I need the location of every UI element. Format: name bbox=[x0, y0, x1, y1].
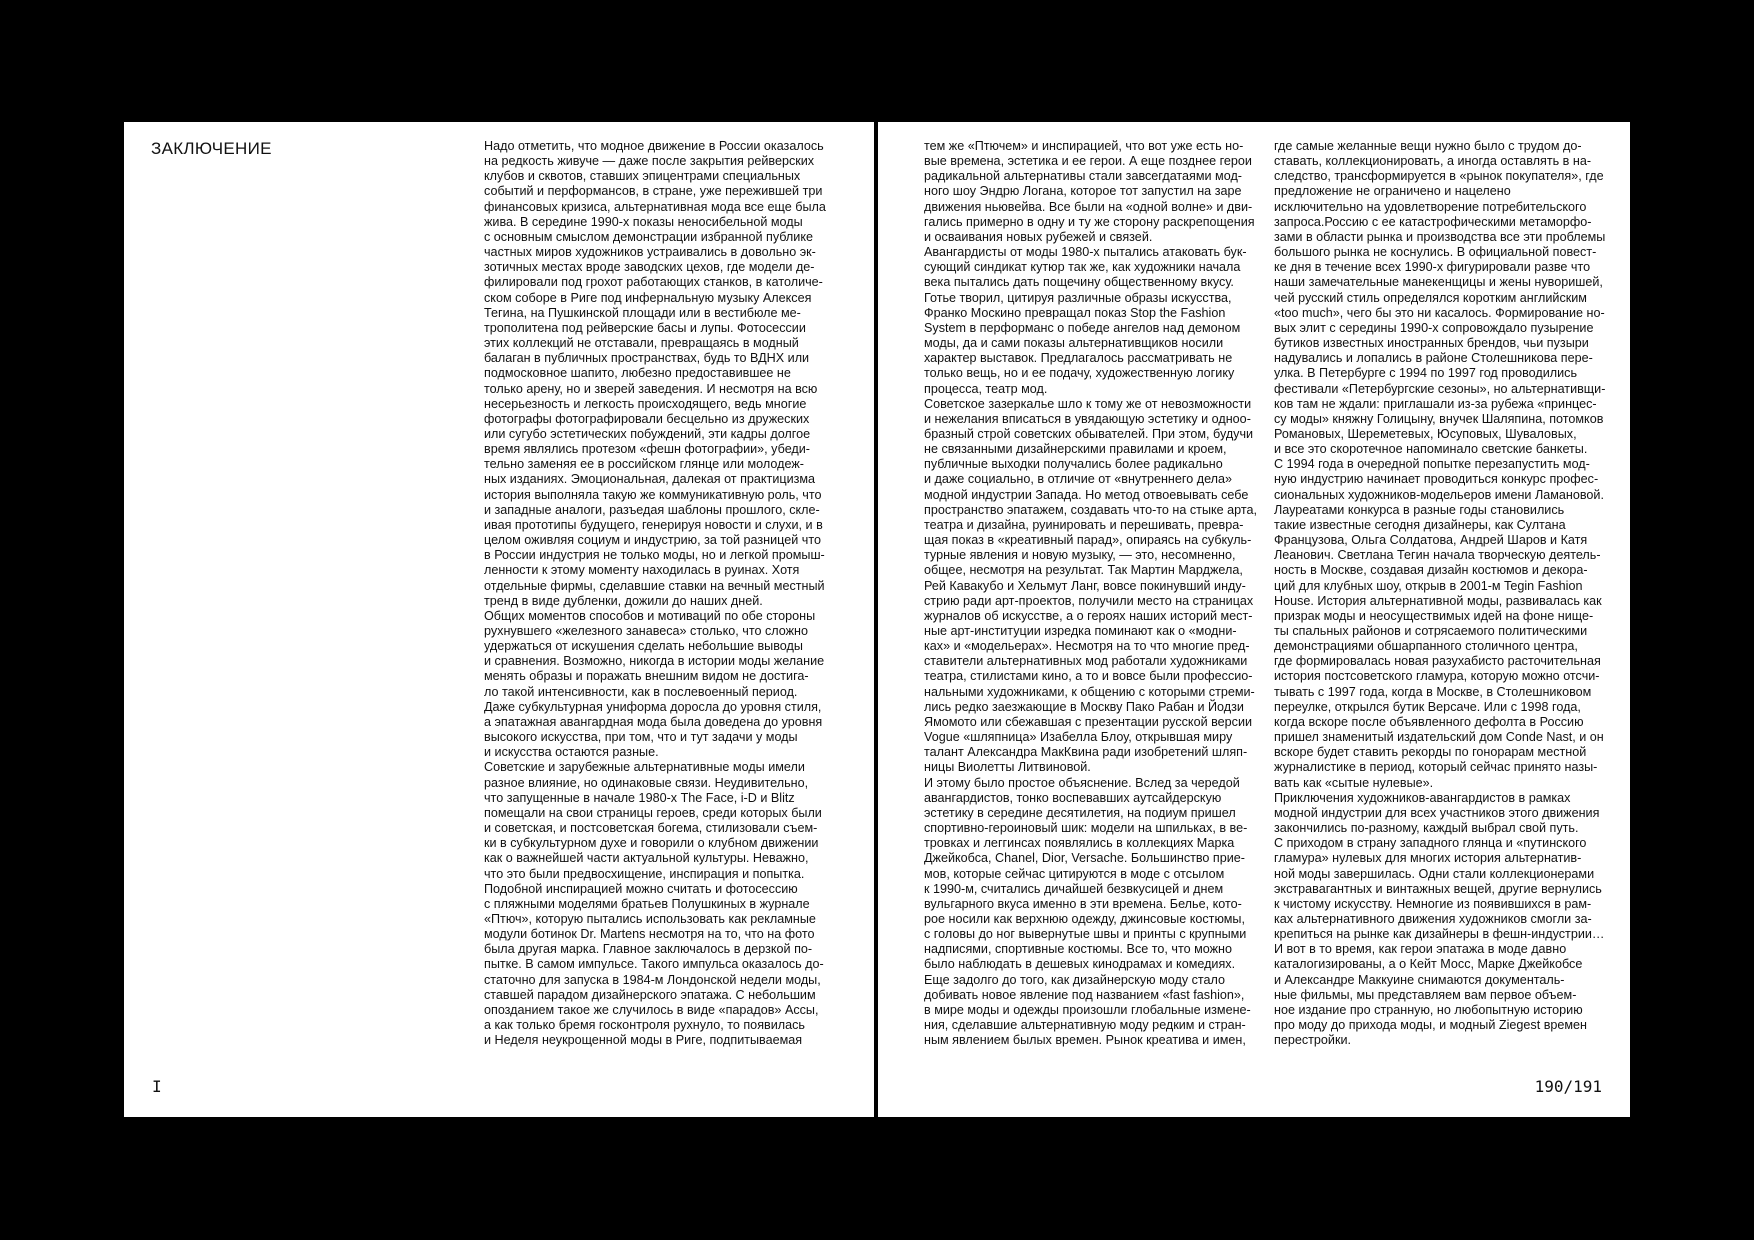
left-page-folio: I bbox=[152, 1077, 162, 1096]
left-page-text-column: Надо отметить, что модное движение в России оказалось на редкость живуче — даже после закрытия рейверских клубов и сквотов, ставших эпицентрами специальных событий и перформансов, в стране, уже пережившей три финансовых кризиса, альтернативная мода все еще была жива. В середине 1990-х показы неносибельной моды с основным смыслом демонстрации избранной публике частных миров художников устраивались в довольно эк- зотичных местах вроде заводских цехов, где модели де- филировали под грохот работающих станков, в католиче- ском соборе в Риге под инфернальную музыку Алексея Тегина, на Пушкинской площади или в вестибюле ме- трополитена под рейверские басы и лупы. Фотосессии этих коллекций не отставали, превращаясь в модный балаган в публичных пространствах, будь то ВДНХ или подмосковное шапито, любезно предоставившее не только арену, но и зверей заведения. И несмотря на всю несерьезность и легкость происходящего, ведь многие фотографы фотографировали бесцельно из дружеских или сугубо эстетических побуждений, эти кадры долгое время являлись протезом «фешн фотографии», убеди- тельно заменяя ее в российском глянце или молодеж- ных изданиях. Эмоциональная, далекая от практицизма история выполняла такую же коммуникативную роль, что и западные аналоги, разъедая шаблоны прошлого, скле- ивая прототипы будущего, генерируя новости и слухи, и в целом оживляя социум и индустрию, за той разницей что в России индустрия не только моды, но и легкой промыш- ленности к этому моменту находилась в руинах. Хотя отдельные фирмы, сделавшие ставки на вечный местный тренд в виде дубленки, дожили до наших дней. Общих моментов способов и мотиваций по обе стороны рухнувшего «железного занавеса» столько, что сложно удержаться от искушения сделать небольшие выводы и сравнения. Возможно, никогда в истории моды желание менять образы и поражать внешним видом не достига- ло такой интенсивности, как в послевоенный период. Даже субкультурная униформа доросла до уровня стиля, а эпатажная авангардная мода была доведена до уровня высокого искусства, при том, что и тут задачи у моды и искусства остаются разные. Советские и зарубежные альтернативные моды имели разное влияние, но одинаковые связи. Неудивительно, что запущенные в начале 1980-х The Face, i-D и Blitz помещали на свои страницы героев, среди которых были и советская, и постсоветская богема, стилизовали съем- ки в субкультурном духе и говорили о клубном движении как о важнейшей части актуальной культуры. Неважно, что это были предвосхищение, инспирация и попытка. Подобной инспирацией можно считать и фотосессию с пляжными моделями братьев Полушкиных в журнале «Птюч», которую пытались использовать как рекламные модули ботинок Dr. Martens несмотря на то, что на фото была другая марка. Главное заключалось в дерзкой по- пытке. В самом импульсе. Такого импульса оказалось до- статочно для запуска в 1984-м Лондонской недели моды, ставшей парадом дизайнерского эпатажа. С небольшим опозданием такое же случилось в виде «парадов» Ассы, а как только бремя госконтроля рухнуло, то появилась и Неделя неукрощенной моды в Риге, подпитываемая bbox=[484, 139, 826, 1048]
section-title: ЗАКЛЮЧЕНИЕ bbox=[151, 139, 272, 158]
right-page bbox=[878, 122, 1630, 1117]
right-page-text-column-1: тем же «Птючем» и инспирацией, что вот уже есть но- вые времена, эстетика и ее герои. А еще позднее герои радикальной альтернативы стали завсегдатаями мод- ного шоу Эндрю Логана, которое тот запустил на заре движения ньювейва. Все были на «одной волне» и дви- гались примерно в одну и ту же сторону раскрепощения и осваивания новых рубежей и связей. Авангардисты от моды 1980-х пытались атаковать бук- сующий синдикат кутюр так же, как художники начала века пытались дать пощечину общественному вкусу. Готье творил, цитируя различные образы искусства, Франко Москино превращал показ Stop the Fashion System в перформанс о победе ангелов над демоном моды, да и сами показы альтернативщиков носили характер выставок. Предлагалось рассматривать не только вещь, но и ее подачу, художественную логику процесса, театр мод. Советское зазеркалье шло к тому же от невозможности и нежелания вписаться в увядающую эстетику и одноо- бразный строй советских обывателей. При этом, будучи не связанными дизайнерскими правилами и кроем, публичные выходки получались более радикально и даже социально, в отличие от «внутреннего дела» модной индустрии Запада. Но метод отвоевывать себе пространство эпатажем, создавать что-то на стыке арта, театра и дизайна, руинировать и перешивать, превра- щая показ в «креативный парад», опираясь на субкуль- турные явления и новую музыку, — это, несомненно, общее, несмотря на результат. Так Мартин Марджела, Рей Кавакубо и Хельмут Ланг, вовсе покинувший инду- стрию ради арт-проектов, получили место на страницах журналов об искусстве, а о героях наших историй мест- ные арт-институции изредка поминают как о «модни- ках» и «модельерах». Несмотря на то что многие пред- ставители альтернативных мод работали художниками театра, стилистами кино, а то и вовсе были профессио- нальными художниками, к общению с которыми стреми- лись редко заезжающие в Москву Пако Рабан и Йодзи Ямомото или сбежавшая с презентации русской версии Vogue «шляпница» Изабелла Блоу, открывшая миру талант Александра МакКвина ради изобретений шляп- ницы Виолетты Литвиновой. И этому было простое объяснение. Вслед за чередой авангардистов, тонко воспевавших аутсайдерскую эстетику в середине десятилетия, на подиум пришел спортивно-героиновый шик: модели на шпильках, в ве- тровках и леггинсах появлялись в коллекциях Марка Джейкобса, Chanel, Dior, Versache. Большинство прие- мов, которые сейчас цитируются в моде с отсылом к 1990-м, считались дичайшей безвкусицей и днем вульгарного вкуса именно в эти времена. Белье, кото- рое носили как верхнюю одежду, джинсовые костюмы, с головы до ног вывернутые швы и принты с крупными надписями, спортивные костюмы. Все то, что можно было наблюдать в дешевых кинодрамах и комедиях. Еще задолго до того, как дизайнерскую моду стало добивать новое явление под названием «fast fashion», в мире моды и одежды произошли глобальные измене- ния, сделавшие альтернативную моду редким и стран- ным явлением былых времен. Рынок креатива и имен, bbox=[924, 139, 1258, 1048]
left-page bbox=[124, 122, 874, 1117]
right-page-text-column-2: где самые желанные вещи нужно было с трудом до- ставать, коллекционировать, а иногда оставлять в на- следство, трансформируется в «рынок покупателя», где предложение не ограничено и нацелено исключительно на удовлетворение потребительского запроса.Россию с ее катастрофическими метаморфо- зами в области рынка и производства все эти проблемы большого рынка не коснулись. В официальной повест- ке дня в течение всех 1990-х фигурировали разве что наши замечательные манекенщицы и жены нуворишей, чей русский стиль определялся коротким английским «too much», чего бы это ни касалось. Формирование но- вых элит с середины 1990-х сопровождало пузырение бутиков известных иностранных брендов, чьи пузыри надувались и лопались в районе Столешникова пере- улка. В Петербурге с 1994 по 1997 год проводились фестивали «Петербургские сезоны», но альтернативщи- ков там не ждали: приглашали из-за рубежа «принцес- су моды» княжну Голицыну, внучек Шаляпина, потомков Романовых, Шереметевых, Юсуповых, Шуваловых, и все это скоротечное напоминало светские банкеты. С 1994 года в очередной попытке перезапустить мод- ную индустрию начинает проводиться конкурс профес- сиональных художников-модельеров имени Ламановой. Лауреатами конкурса в разные годы становились такие известные сегодня дизайнеры, как Султана Французова, Ольга Солдатова, Андрей Шаров и Катя Леанович. Светлана Тегин начала творческую деятель- ность в Москве, создавая дизайн костюмов и декора- ций для клубных шоу, открыв в 2001-м Tegin Fashion House. История альтернативной моды, развивалась как призрак моды и неосуществимых идей на фоне нище- ты спальных районов и сотрясаемого политическими демонстрациями обшарпанного столичного центра, где формировалась новая разухабисто расточительная история постсоветского гламура, которую можно отсчи- тывать с 1997 года, когда в Москве, в Столешниковом переулке, открылся бутик Версаче. Или с 1998 года, когда вскоре после объявленного дефолта в Россию пришел знаменитый издательский дом Conde Nast, и он вскоре будет ставить рекорды по гонорарам местной журналистике в период, который сейчас принято назы- вать как «сытые нулевые». Приключения художников-авангардистов в рамках модной индустрии для всех участников этого движения закончились по-разному, каждый выбрал свой путь. С приходом в страну западного глянца и «путинского гламура» нулевых для многих история альтернатив- ной моды завершилась. Одни стали коллекционерами экстравагантных и винтажных вещей, другие вернулись к чистому искусству. Немногие из появившихся в рам- ках альтернативного движения художников смогли за- крепиться на рынке как дизайнеры в фешн-индустрии… И вот в то время, как герои эпатажа в моде давно каталогизированы, а о Кейт Мосс, Марке Джейкобсе и Александре Маккуине снимаются документаль- ные фильмы, мы представляем вам первое объем- ное издание про странную, но любопытную историю про моду до прихода моды, и модный Ziegest времен перестройки. bbox=[1274, 139, 1606, 1048]
page-numbers: 190/191 bbox=[1534, 1077, 1602, 1096]
